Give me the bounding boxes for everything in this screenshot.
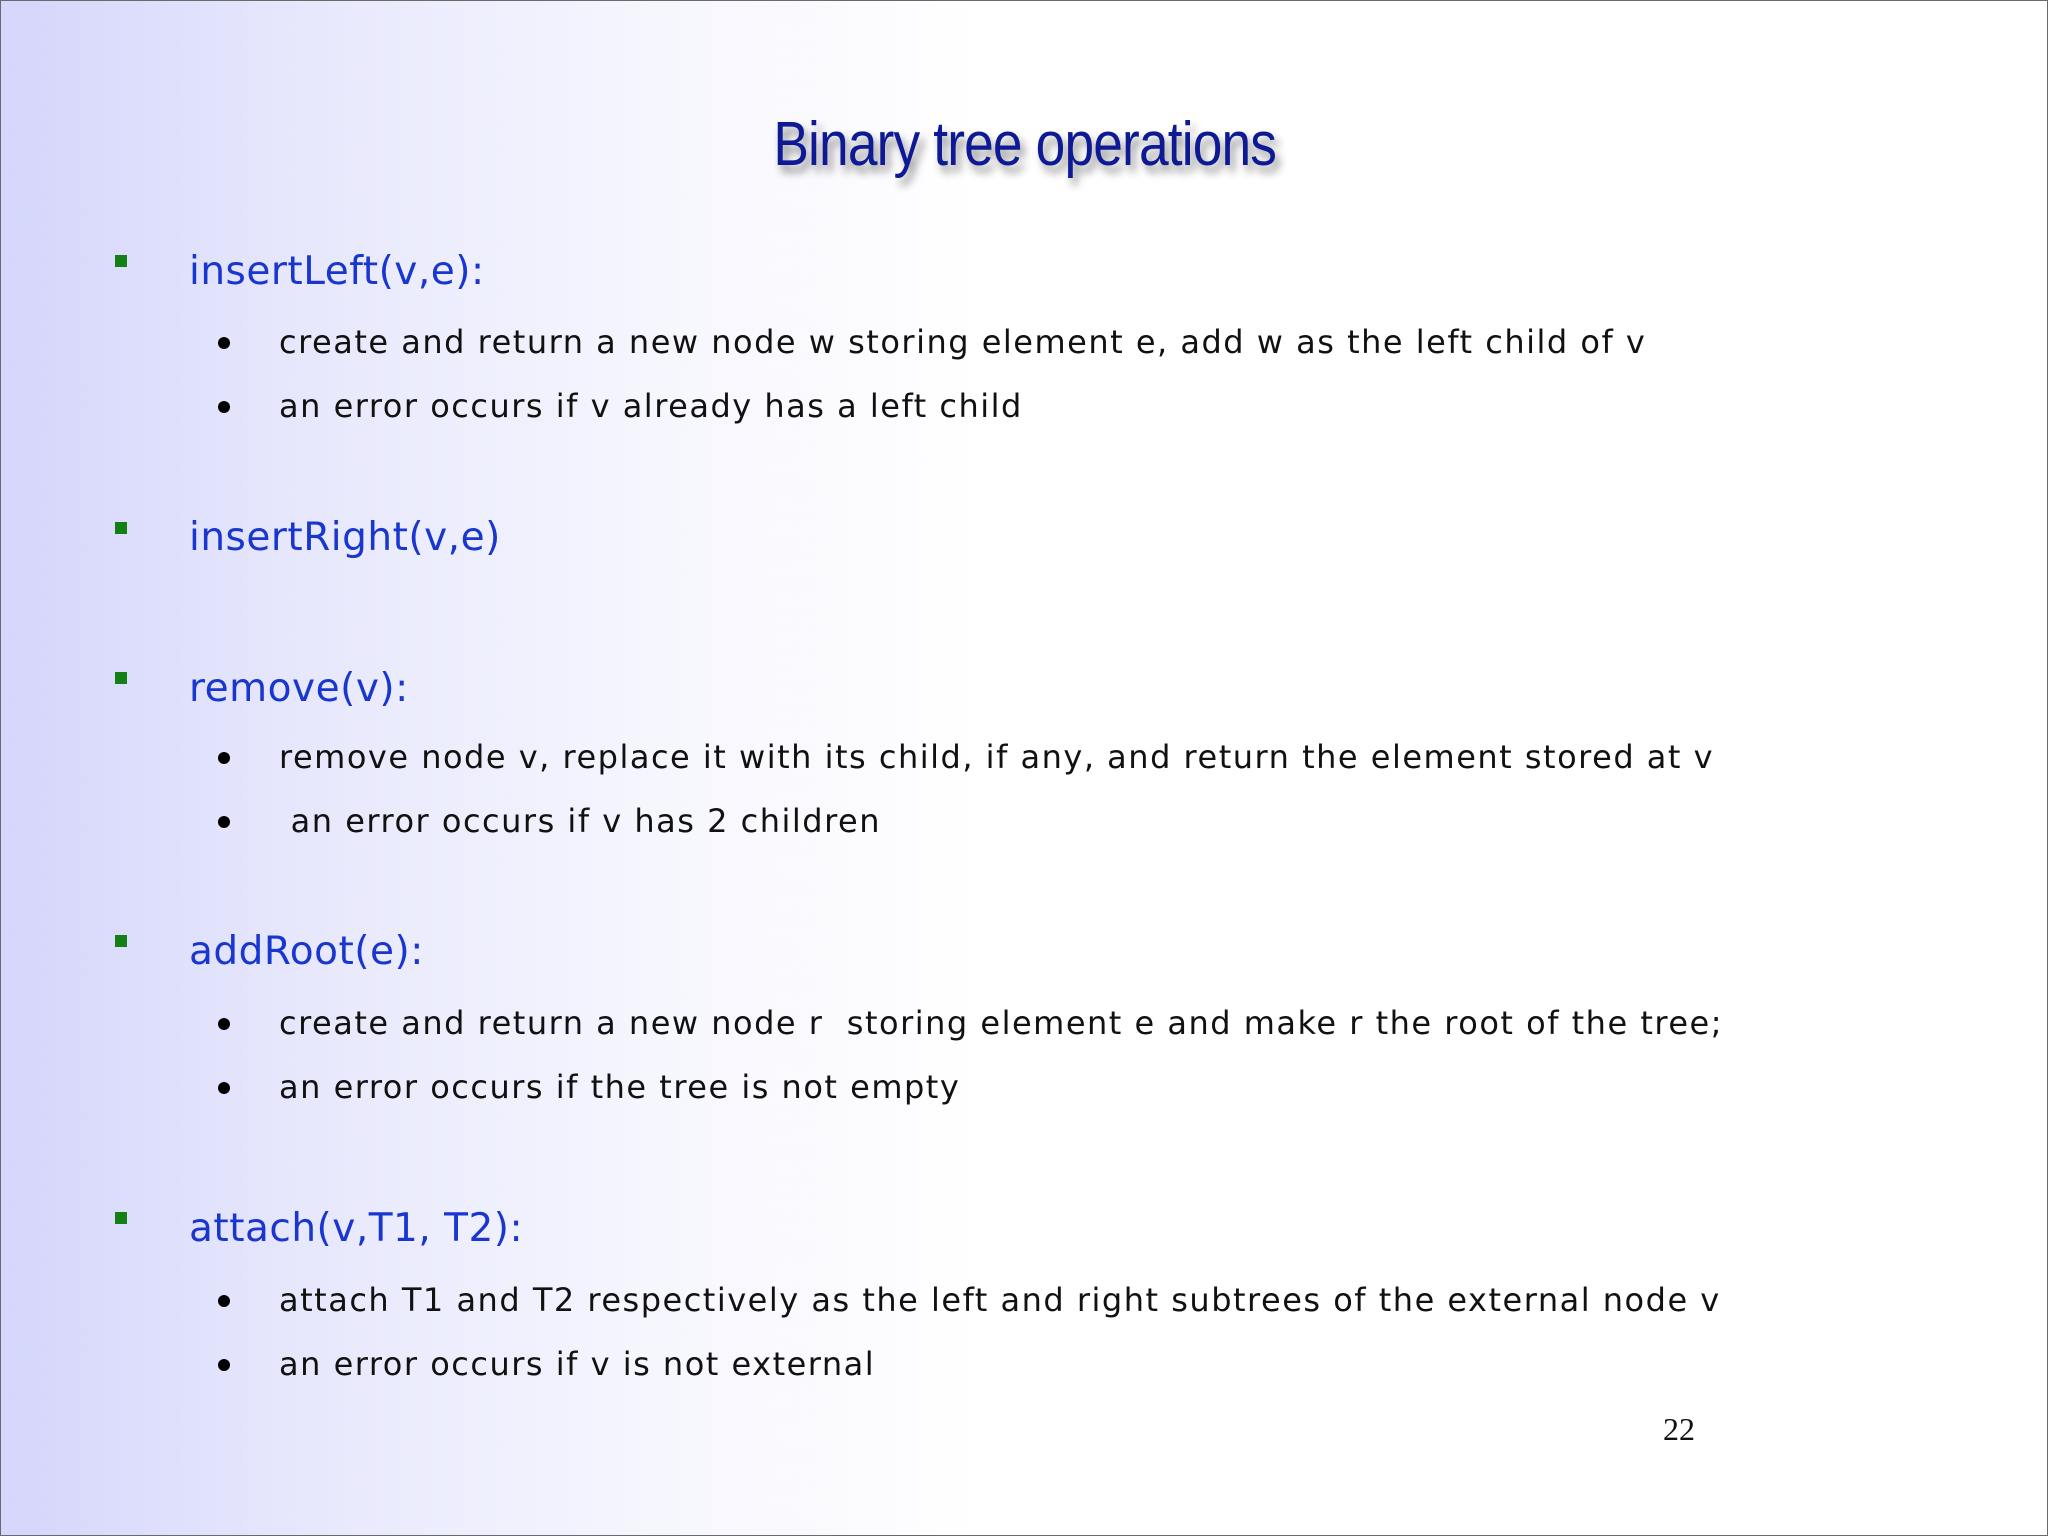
round-bullet-icon xyxy=(218,1018,230,1030)
round-bullet-icon xyxy=(218,752,230,764)
round-bullet-icon xyxy=(218,1295,230,1307)
round-bullet-icon xyxy=(218,1359,230,1371)
operation-detail: an error occurs if the tree is not empty xyxy=(279,1068,961,1106)
operation-signature: addRoot(e): xyxy=(189,929,424,974)
square-bullet-icon xyxy=(115,522,127,534)
operation-detail: attach T1 and T2 respectively as the left and right subtrees of the external node v xyxy=(279,1281,1721,1319)
round-bullet-icon xyxy=(218,337,230,349)
operation-signature: remove(v): xyxy=(189,666,409,711)
operation-detail: an error occurs if v has 2 children xyxy=(279,802,882,840)
operation-detail: an error occurs if v already has a left child xyxy=(279,387,1023,425)
square-bullet-icon xyxy=(115,1212,127,1224)
page-number: 22 xyxy=(1663,1411,1695,1447)
operation-detail: create and return a new node w storing element e, add w as the left child of v xyxy=(279,323,1647,361)
operation-detail: create and return a new node r storing element e and make r the root of the tree; xyxy=(279,1004,1723,1042)
square-bullet-icon xyxy=(115,935,127,947)
square-bullet-icon xyxy=(115,672,127,684)
operation-detail: an error occurs if v is not external xyxy=(279,1345,876,1383)
square-bullet-icon xyxy=(115,255,127,267)
round-bullet-icon xyxy=(218,816,230,828)
round-bullet-icon xyxy=(218,401,230,413)
operation-detail: remove node v, replace it with its child, if any, and return the element stored at v xyxy=(279,738,1715,776)
round-bullet-icon xyxy=(218,1082,230,1094)
operation-signature: attach(v,T1, T2): xyxy=(189,1206,524,1251)
operation-signature: insertLeft(v,e): xyxy=(189,249,485,294)
operation-signature: insertRight(v,e) xyxy=(189,515,501,560)
slide-title: Binary tree operations xyxy=(773,110,1277,179)
